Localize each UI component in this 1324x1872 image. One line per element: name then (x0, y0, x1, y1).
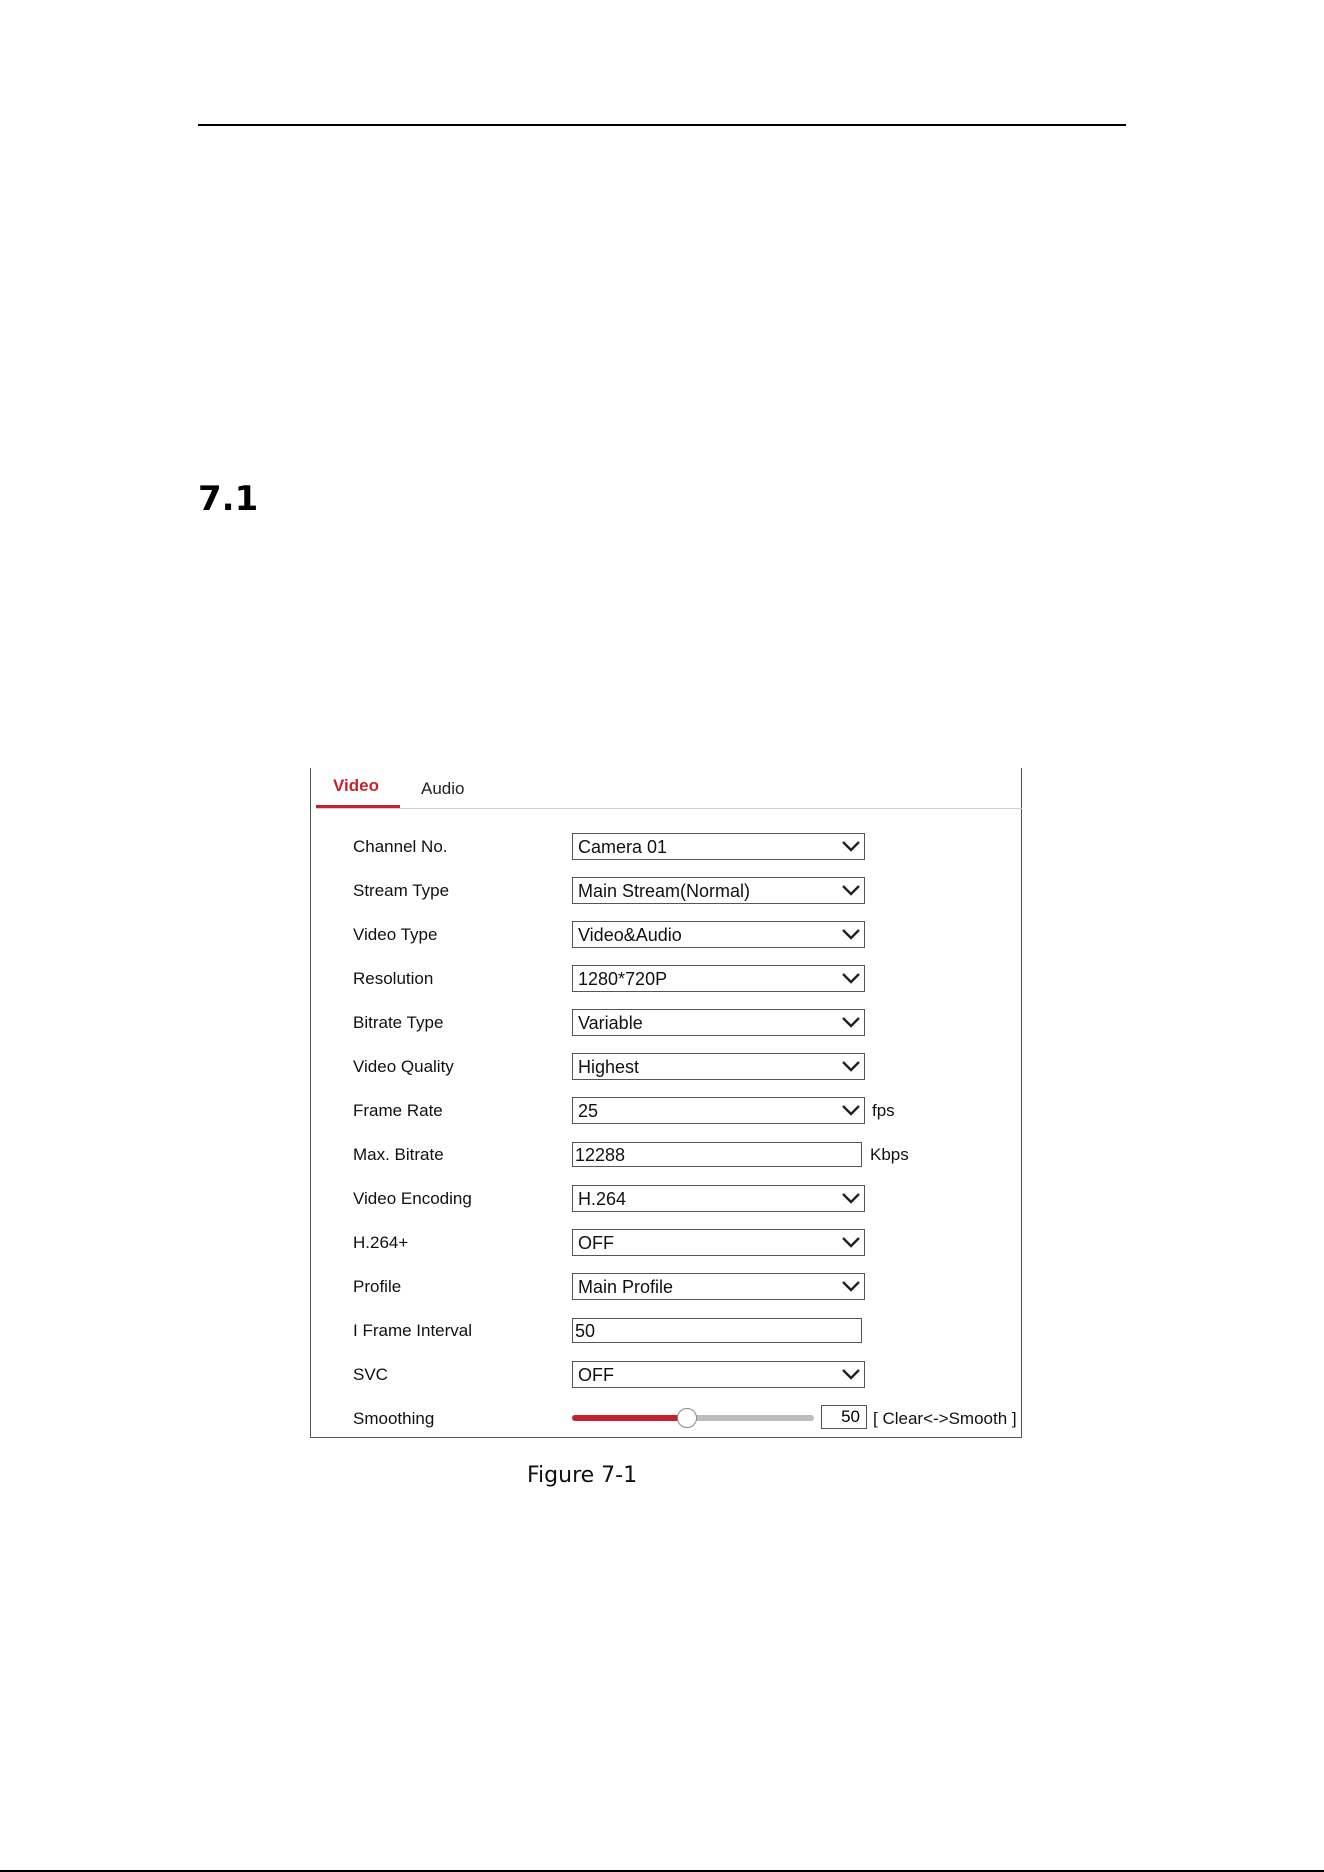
resolution-select[interactable] (572, 965, 865, 992)
video-type-label: Video Type (353, 925, 438, 944)
smoothing-value-input[interactable] (821, 1405, 867, 1429)
active-tab-indicator (316, 805, 400, 808)
max-bitrate-value: 12288 (575, 1145, 626, 1165)
chevron-down-icon (841, 1103, 861, 1117)
svc-label: SVC (353, 1365, 388, 1384)
tab-video[interactable]: Video (333, 776, 379, 795)
chevron-down-icon (841, 1015, 861, 1029)
bitrate-type-label: Bitrate Type (353, 1013, 444, 1032)
chevron-down-icon (841, 1279, 861, 1293)
chevron-down-icon (841, 839, 861, 853)
frame-rate-unit: fps (872, 1101, 895, 1120)
i-frame-interval-label: I Frame Interval (353, 1321, 473, 1340)
smoothing-slider-track[interactable] (689, 1415, 814, 1421)
video-quality-select[interactable] (572, 1053, 865, 1080)
chevron-down-icon (841, 927, 861, 941)
chevron-down-icon (841, 1191, 861, 1205)
video-encoding-label: Video Encoding (353, 1189, 472, 1208)
video-type-select[interactable] (572, 921, 865, 948)
chevron-down-icon (841, 1235, 861, 1249)
frame-rate-select[interactable] (572, 1097, 865, 1124)
svc-select[interactable] (572, 1361, 865, 1388)
profile-select[interactable] (572, 1273, 865, 1300)
i-frame-interval-value: 50 (575, 1321, 596, 1341)
bitrate-type-value: Variable (578, 1013, 643, 1033)
resolution-label: Resolution (353, 969, 434, 988)
smoothing-label: Smoothing (353, 1409, 435, 1428)
frame-rate-label: Frame Rate (353, 1101, 443, 1120)
frame-rate-value: 25 (578, 1101, 599, 1121)
profile-label: Profile (353, 1277, 402, 1296)
video-quality-label: Video Quality (353, 1057, 454, 1076)
max-bitrate-input[interactable] (572, 1142, 862, 1167)
chevron-down-icon (841, 1059, 861, 1073)
svc-value: OFF (578, 1365, 614, 1385)
video-encoding-value: H.264 (578, 1189, 627, 1209)
smoothing-slider-handle[interactable] (677, 1408, 697, 1428)
h264-plus-value: OFF (578, 1233, 614, 1253)
video-encoding-select[interactable] (572, 1185, 865, 1212)
h264-plus-label: H.264+ (353, 1233, 409, 1252)
chevron-down-icon (841, 971, 861, 985)
i-frame-interval-input[interactable] (572, 1318, 862, 1343)
channel-no-select[interactable] (572, 833, 865, 860)
smoothing-hint: [ Clear<->Smooth ] (873, 1409, 1017, 1428)
stream-type-value: Main Stream(Normal) (578, 881, 751, 901)
tab-bar (316, 768, 1022, 809)
max-bitrate-label: Max. Bitrate (353, 1145, 444, 1164)
video-quality-value: Highest (578, 1057, 640, 1077)
video-settings-panel (310, 768, 1022, 1438)
figure-caption: Figure 7-1 (527, 1463, 638, 1488)
header-rule (198, 124, 1126, 126)
max-bitrate-unit: Kbps (870, 1145, 909, 1164)
section-number: 7.1 (198, 479, 259, 519)
stream-type-label: Stream Type (353, 881, 450, 900)
channel-no-label: Channel No. (353, 837, 448, 856)
tab-audio[interactable]: Audio (421, 779, 465, 798)
channel-no-value: Camera 01 (578, 837, 668, 857)
profile-value: Main Profile (578, 1277, 674, 1297)
video-type-value: Video&Audio (578, 925, 682, 945)
stream-type-select[interactable] (572, 877, 865, 904)
h264-plus-select[interactable] (572, 1229, 865, 1256)
chevron-down-icon (841, 883, 861, 897)
chevron-down-icon (841, 1367, 861, 1381)
smoothing-slider-fill (572, 1415, 689, 1421)
smoothing-value: 50 (841, 1407, 860, 1426)
resolution-value: 1280*720P (578, 969, 668, 989)
bitrate-type-select[interactable] (572, 1009, 865, 1036)
